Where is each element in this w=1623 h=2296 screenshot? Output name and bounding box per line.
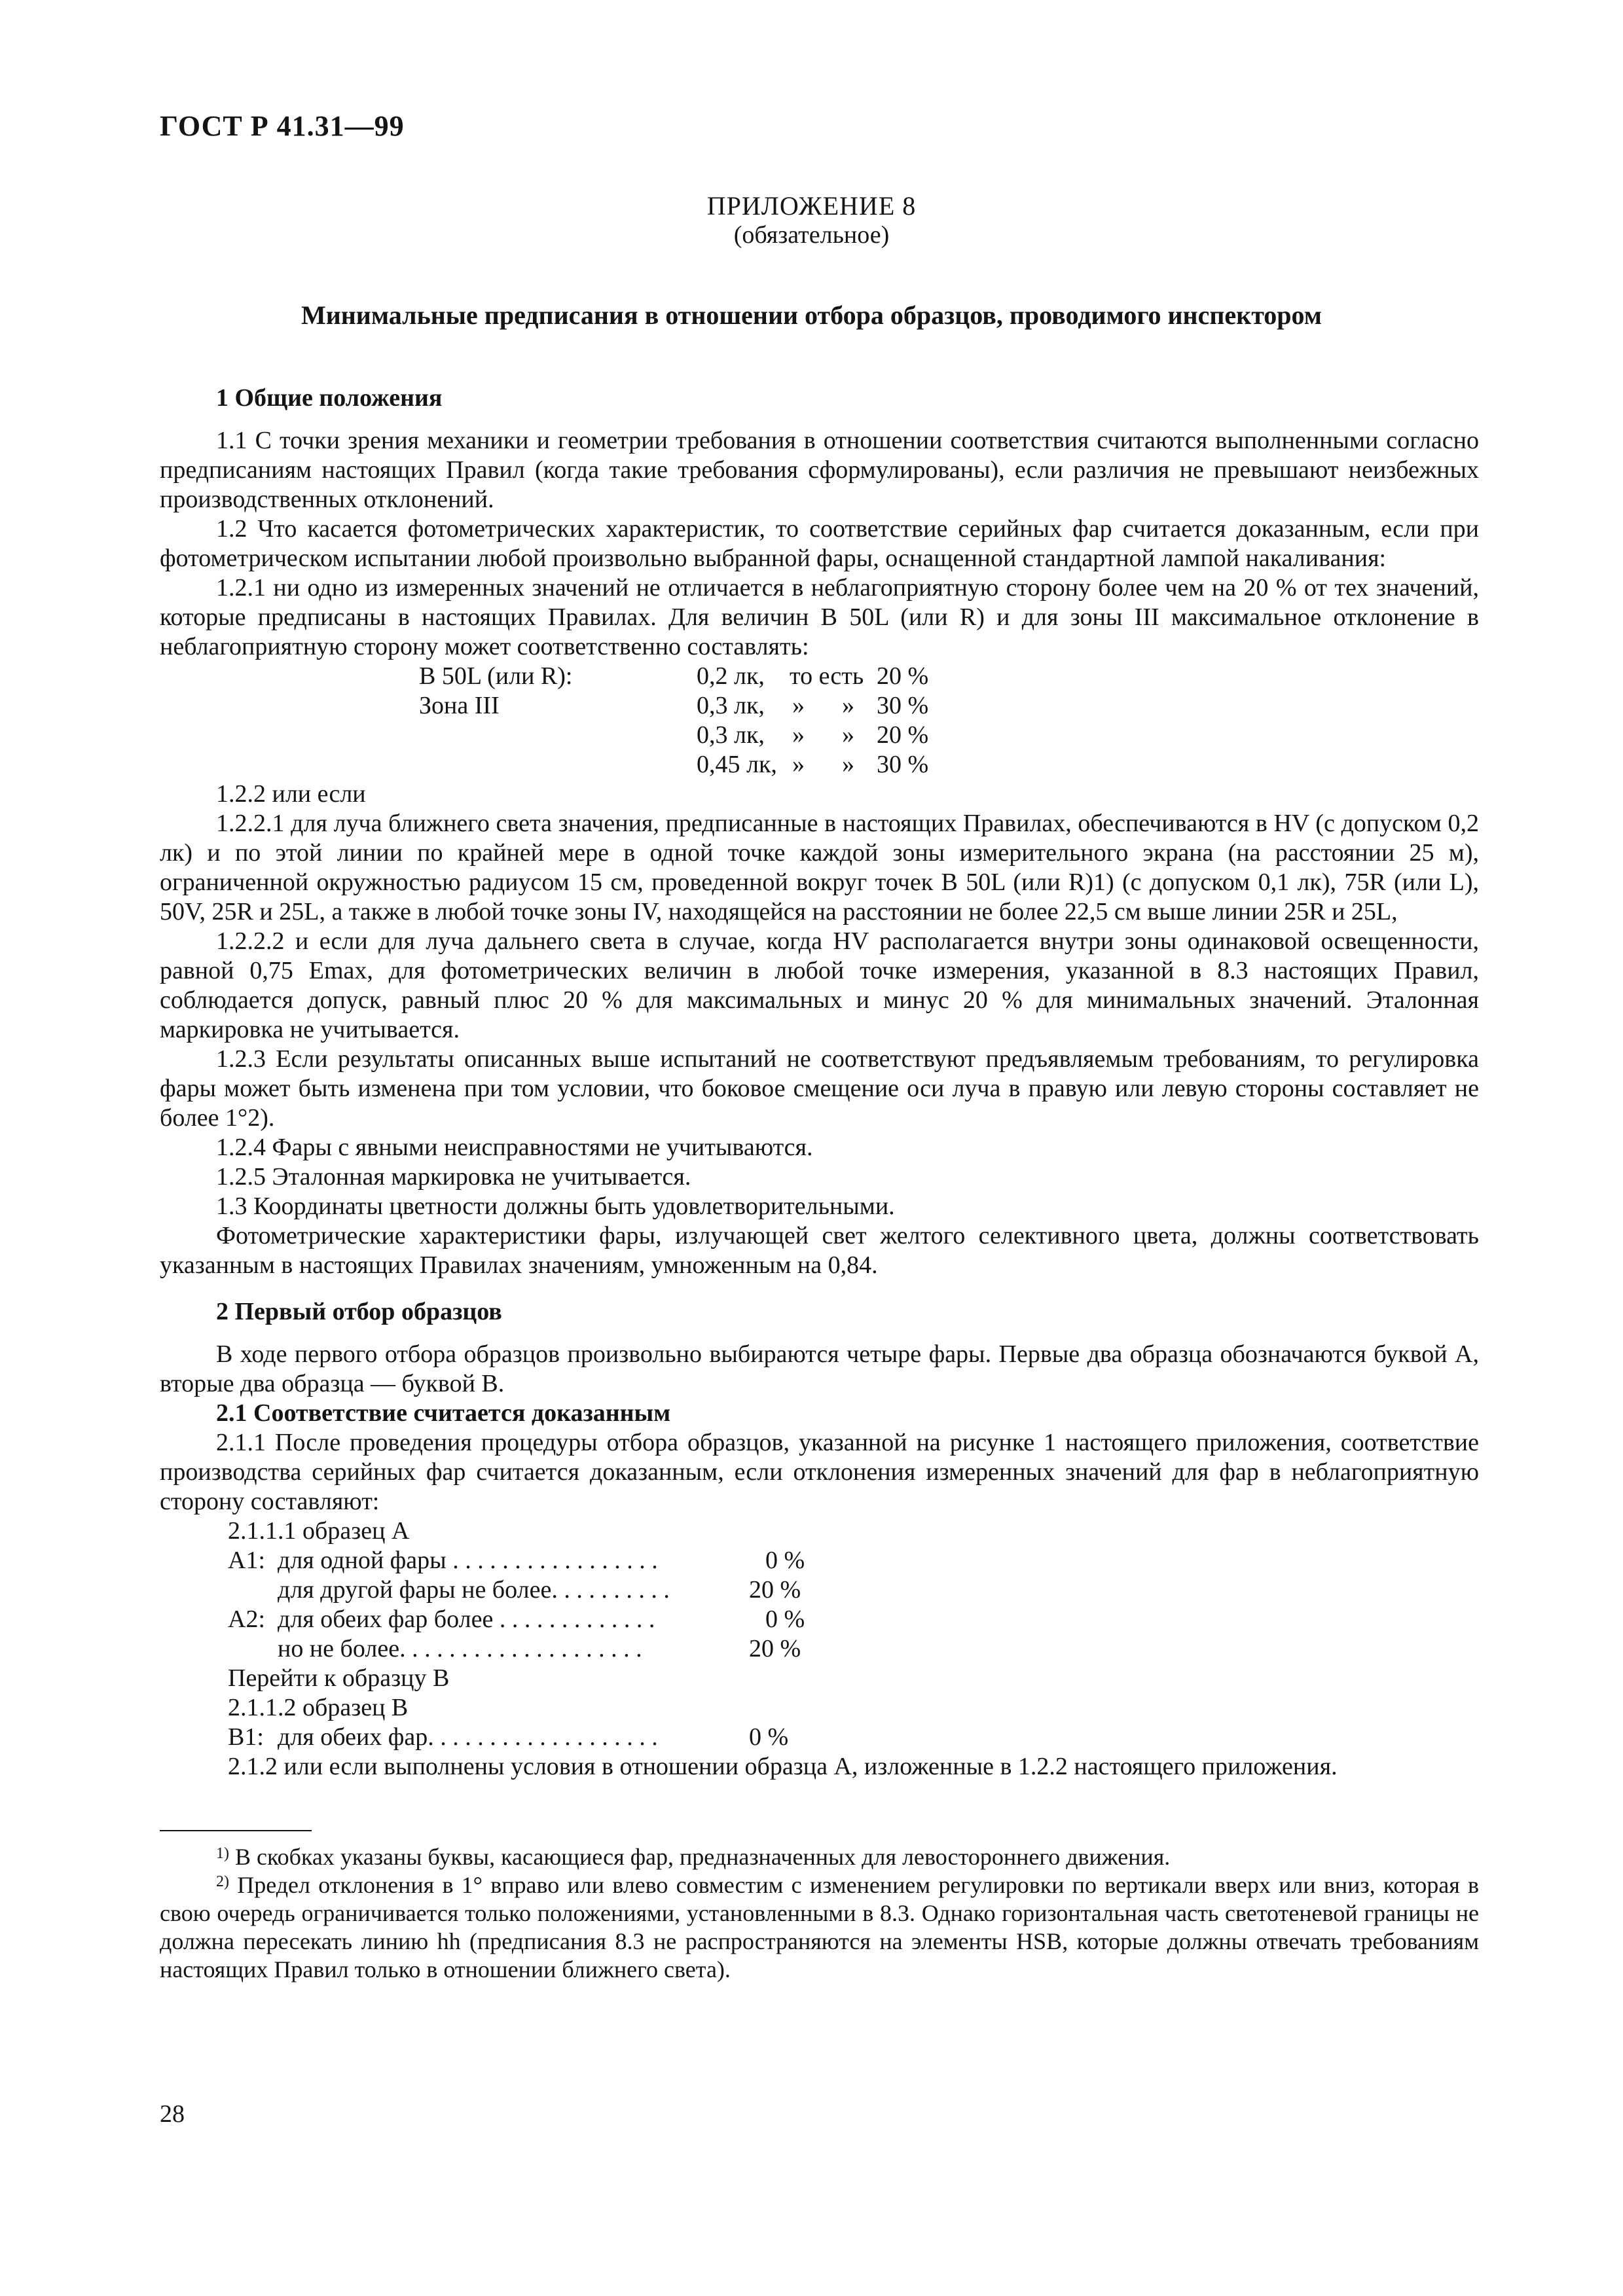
annex-status: (обязательное) <box>733 221 890 249</box>
subsection-2-1-heading: 2.1 Соответствие считается доказанным <box>216 1399 671 1427</box>
table-pct: 20 % <box>877 662 929 690</box>
paragraph-2-intro: В ходе первого отбора образцов произвольно выбираются четыре фары. Первые два образца обозначаются буквой А, вторые два образца — буквой В. <box>160 1340 1479 1397</box>
table-sep: » <box>792 751 805 778</box>
body-text <box>160 384 1479 1811</box>
section-1-heading: 1 Общие положения <box>216 384 443 412</box>
a1-line-1: для одной фары . . . . . . . . . . . . . . . . . <box>278 1547 658 1574</box>
table-sep: » <box>842 721 854 749</box>
table-label-zone3: Зона III <box>419 692 500 719</box>
paragraph-1-2-2-1: 1.2.2.1 для луча ближнего света значения, предписанные в настоящих Правилах, обеспечиваются в HV (с допуском 0,2 лк) и по этой линии по крайней мере в одной точке каждой зоны измерительного экрана (на расстоянии 25 м), ограниченной окружностью радиусом 15 см, проведенной вокруг точек В 50L (или R)1) (с допуском 0,1 лк), 75R (или L), 50V, 25R и 25L, а также в любой точке зоны IV, находящейся на расстоянии не более 22,5 см выше линии 25R и 25L, <box>160 810 1479 925</box>
paragraph-1-3: 1.3 Координаты цветности должны быть удовлетворительными. <box>216 1193 895 1220</box>
goto-sample-b: Перейти к образцу В <box>228 1664 450 1692</box>
table-value: 0,45 лк, <box>697 751 777 778</box>
a1-value-2: 20 % <box>749 1576 801 1604</box>
paragraph-yellow-light: Фотометрические характеристики фары, излучающей свет желтого селективного цвета, должны соответствовать указанным в настоящих Правилах значениям, умноженным на 0,84. <box>160 1222 1479 1279</box>
a2-label: А2: <box>228 1605 265 1633</box>
footnote-1-text: В скобках указаны буквы, касающиеся фар, предназначенных для левостороннего движения. <box>235 1844 1171 1870</box>
paragraph-1-2-2: 1.2.2 или если <box>216 780 366 808</box>
document-header: ГОСТ Р 41.31—99 <box>160 110 405 142</box>
a2-line-2: но не более. . . . . . . . . . . . . . . . . . . . <box>278 1635 642 1662</box>
table-sep: » <box>842 692 854 719</box>
a1-line-2: для другой фары не более. . . . . . . . . . <box>278 1576 670 1604</box>
main-title: Минимальные предписания в отношении отбора образцов, проводимого инспектором <box>301 300 1322 330</box>
paragraph-1-2-4: 1.2.4 Фары с явными неисправностями не учитываются. <box>216 1134 813 1161</box>
paragraph-1-2-1: 1.2.1 ни одно из измеренных значений не отличается в неблагоприятную сторону более чем на 20 % от тех значений, которые предписаны в настоящих Правилах. Для величин В 50L (или R) и для зоны III максимальное отклонение в неблагоприятную сторону может соответственно составлять: <box>160 574 1479 660</box>
section-2-heading: 2 Первый отбор образцов <box>216 1298 502 1325</box>
paragraph-1-2-3: 1.2.3 Если результаты описанных выше испытаний не соответствуют предъявляемым требованиям, то регулировка фары может быть изменена при том условии, что боковое смещение оси луча в правую или левую стороны составляет не более 1°2). <box>160 1045 1479 1132</box>
table-pct: 30 % <box>877 751 929 778</box>
table-sep: » <box>792 721 805 749</box>
table-pct: 20 % <box>877 721 929 749</box>
page-number: 28 <box>160 2100 185 2128</box>
table-sep: то есть <box>790 662 864 690</box>
paragraph-1-2-2-2: 1.2.2.2 и если для луча дальнего света в случае, когда HV располагается внутри зоны одинаковой освещенности, равной 0,75 Emax, для фотометрических величин в любой точке измерения, указанной в 8.3 настоящих Правил, соблюдается допуск, равный плюс 20 % для максимальных и минус 20 % для минимальных значений. Эталонная маркировка не учитывается. <box>160 927 1479 1043</box>
footnote-2 <box>160 1871 1479 1984</box>
a1-value-1: 0 % <box>765 1547 805 1574</box>
table-sep: » <box>792 692 805 719</box>
b1-value-1: 0 % <box>749 1723 789 1751</box>
table-label-b50l: В 50L (или R): <box>419 662 573 690</box>
b1-label: В1: <box>228 1723 264 1751</box>
table-pct: 30 % <box>877 692 929 719</box>
footnote-1 <box>160 1843 1479 1871</box>
footnotes <box>160 1843 1479 1984</box>
annex-title: ПРИЛОЖЕНИЕ 8 <box>706 191 917 221</box>
deviation-table <box>160 662 1479 780</box>
paragraph-1-2-5: 1.2.5 Эталонная маркировка не учитывается. <box>216 1163 691 1191</box>
a2-value-1: 0 % <box>765 1605 805 1633</box>
paragraph-2-1-2: 2.1.2 или если выполнены условия в отношении образца А, изложенные в 1.2.2 настоящего приложения. <box>228 1753 1338 1780</box>
paragraph-1-1: 1.1 С точки зрения механики и геометрии требования в отношении соответствия считаются выполненными согласно предписаниям настоящих Правил (когда такие требования сформулированы), если различия не превышают неизбежных производственных отклонений. <box>160 427 1479 513</box>
footnote-2-mark: 2) <box>216 1873 229 1890</box>
footnote-2-text: Предел отклонения в 1° вправо или влево совместим с изменением регулировки по вертикали вверх или вниз, которая в свою очередь ограничивается только положениями, установленными в 8.3. Однако горизонтальная часть светотеневой границы не должна пересекать линию hh (предписания 8.3 не распространяются на элементы HSB, которые должны отвечать требованиям настоящих Правил только в отношении ближнего света). <box>160 1872 1479 1982</box>
table-value: 0,3 лк, <box>697 692 765 719</box>
a2-value-2: 20 % <box>749 1635 801 1662</box>
sample-criteria-list <box>160 1516 1479 1811</box>
sample-b-heading: 2.1.1.2 образец В <box>228 1694 409 1721</box>
paragraph-1-2: 1.2 Что касается фотометрических характеристик, то соответствие серийных фар считается доказанным, если при фотометрическом испытании любой произвольно выбранной фары, оснащенной стандартной лампой накаливания: <box>160 515 1479 572</box>
table-value: 0,3 лк, <box>697 721 765 749</box>
footnote-1-mark: 1) <box>216 1845 229 1862</box>
paragraph-2-1-1: 2.1.1 После проведения процедуры отбора образцов, указанной на рисунке 1 настоящего приложения, соответствие производства серийных фар считается доказанным, если отклонения измеренных значений для фар в неблагоприятную сторону составляют: <box>160 1429 1479 1515</box>
table-sep: » <box>842 751 854 778</box>
table-value: 0,2 лк, <box>697 662 765 690</box>
footnote-divider <box>160 1830 312 1831</box>
b1-line-1: для обеих фар. . . . . . . . . . . . . . . . . . . <box>278 1723 658 1751</box>
a1-label: А1: <box>228 1547 265 1574</box>
a2-line-1: для обеих фар более . . . . . . . . . . . . . <box>278 1605 655 1633</box>
sample-a-heading: 2.1.1.1 образец А <box>228 1517 410 1545</box>
